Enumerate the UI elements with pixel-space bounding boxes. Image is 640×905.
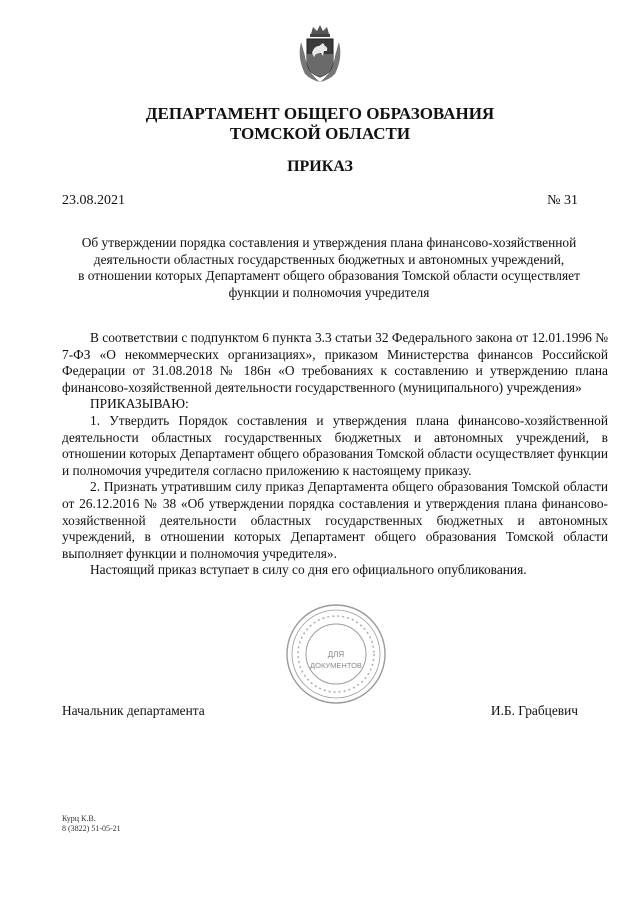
order-body	[62, 330, 608, 579]
subject-line: Об утверждении порядка составления и утверждения плана финансово-хозяйственной	[81, 235, 577, 250]
order-item-1: 1. Утвердить Порядок составления и утверждения плана финансово-хозяйственной деятельности областных государственных бюджетных и автономных учреждений, в отношении которых Департамент общего образования Томской области осуществляет функции и полномочия учредителя согласно приложению к настоящему приказу.	[62, 412, 608, 478]
coat-of-arms-icon	[295, 24, 345, 84]
department-name-line1: ДЕПАРТАМЕНТ ОБЩЕГО ОБРАЗОВАНИЯ	[145, 104, 495, 123]
signatory-name: И.Б. Грабцевич	[490, 703, 578, 718]
stamp-line2: ДОКУМЕНТОВ	[310, 661, 362, 670]
signatory-position: Начальник департамента	[62, 703, 205, 718]
department-name-line2: ТОМСКОЙ ОБЛАСТИ	[229, 124, 411, 143]
subject-line: функции и полномочия учредителя	[228, 284, 430, 300]
order-title: ПРИКАЗ	[287, 158, 353, 175]
executor-name: Курц К.В.	[62, 814, 96, 823]
subject-line: в отношении которых Департамент общего образования Томской области осуществляет	[78, 268, 580, 283]
order-item-2: 2. Признать утратившим силу приказ Департамента общего образования Томской области от 26.12.2016 № 38 «Об утверждении порядка составления и утверждения плана финансово-хозяйственной деятельности областных государственных бюджетных и автономных учреждений, в отношении которых Департамент общего образования Томской области выполняет функции и полномочия учредителя».	[62, 479, 608, 561]
order-subject	[62, 235, 596, 301]
order-number: № 31	[547, 193, 578, 208]
subject-line: деятельности областных государственных бюджетных и автономных учреждений,	[93, 251, 565, 267]
closing-paragraph: Настоящий приказ вступает в силу со дня его официального опубликования.	[90, 562, 527, 578]
executor-phone: 8 (3822) 51-05-21	[62, 824, 121, 833]
order-word: ПРИКАЗЫВАЮ:	[90, 396, 189, 412]
stamp-line1: ДЛЯ	[327, 650, 345, 659]
preamble-paragraph: В соответствии с подпунктом 6 пункта 3.3 статьи 32 Федерального закона от 12.01.1996 № 7-ФЗ «О некоммерческих организациях», приказом Министерства финансов Российской Федерации от 31.08.2018 № 186н «О требованиях к составлению и утверждению плана финансово-хозяйственной деятельности государственного (муниципального) учреждения»	[62, 330, 608, 395]
document-stamp	[284, 602, 388, 706]
order-date: 23.08.2021	[62, 193, 125, 208]
